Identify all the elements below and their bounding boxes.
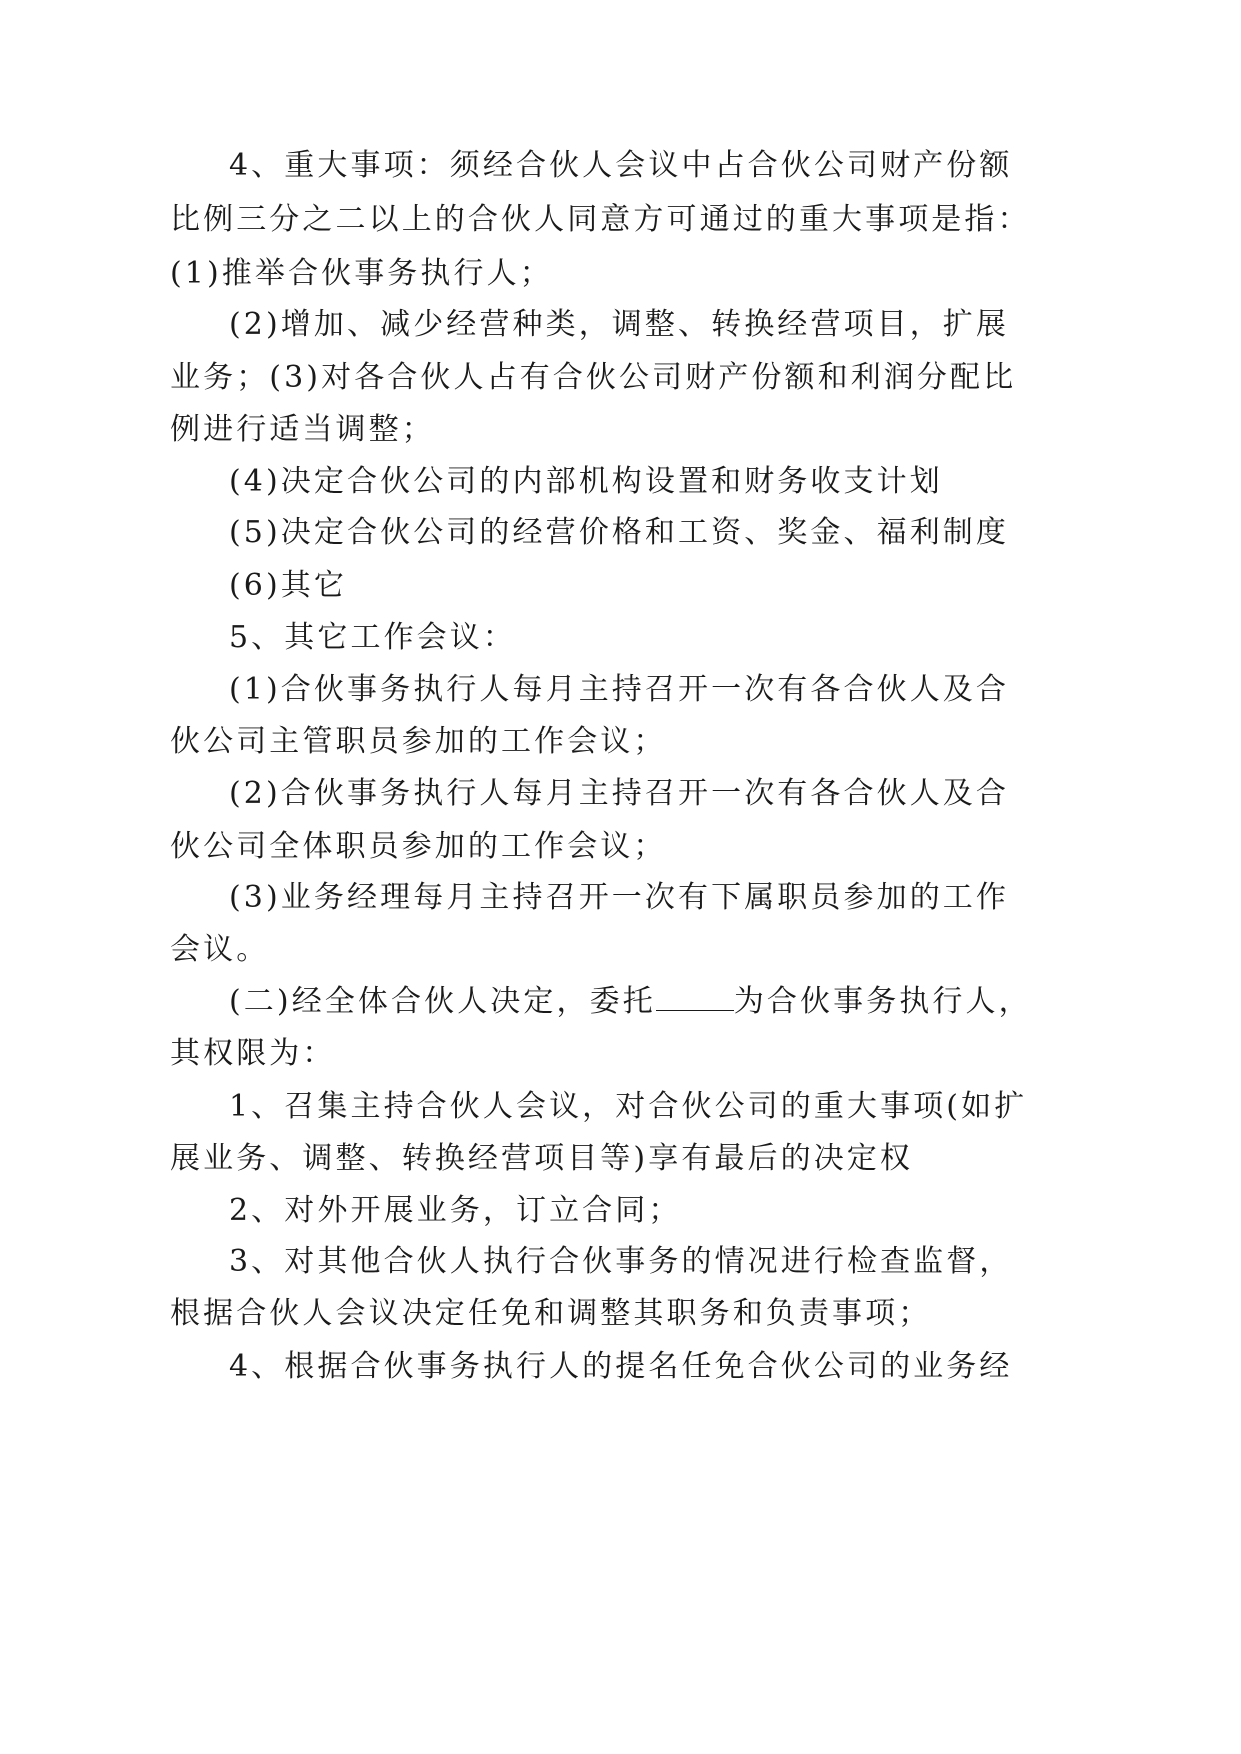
text-line: 3、对其他合伙人执行合伙事务的情况进行检查监督， <box>229 1244 1013 1279</box>
text-line: (1)推举合伙事务执行人； <box>170 256 553 291</box>
text-line: 伙公司主管职员参加的工作会议； <box>170 724 667 759</box>
text-line: 2、对外开展业务，订立合同； <box>229 1193 682 1228</box>
text-line: 其权限为： <box>170 1036 336 1071</box>
text-line: (1)合伙事务执行人每月主持召开一次有各合伙人及合 <box>229 672 1009 707</box>
text-line: (2)增加、减少经营种类，调整、转换经营项目，扩展 <box>229 307 1009 342</box>
text-line: 伙公司全体职员参加的工作会议； <box>170 829 667 864</box>
text-line: 5、其它工作会议： <box>229 620 516 655</box>
text-line: 会议。 <box>170 932 270 967</box>
text-line: 业务；(3)对各合伙人占有合伙公司财产份额和利润分配比 <box>170 360 1017 395</box>
text-segment: (二)经全体合伙人决定，委托 <box>229 984 656 1019</box>
fill-in-blank <box>656 982 734 1011</box>
text-line: (5)决定合伙公司的经营价格和工资、奖金、福利制度 <box>229 515 1009 550</box>
text-line: (4)决定合伙公司的内部机构设置和财务收支计划 <box>229 464 943 499</box>
text-line: 展业务、调整、转换经营项目等)享有最后的决定权 <box>170 1141 914 1176</box>
text-line: 根据合伙人会议决定任免和调整其职务和负责事项； <box>170 1296 932 1331</box>
text-line: 比例三分之二以上的合伙人同意方可通过的重大事项是指： <box>170 202 1031 237</box>
text-line: (2)合伙事务执行人每月主持召开一次有各合伙人及合 <box>229 776 1009 811</box>
text-segment: 为合伙事务执行人， <box>733 984 1032 1019</box>
text-line: 4、重大事项：须经合伙人会议中占合伙公司财产份额 <box>229 148 1013 183</box>
text-line: (3)业务经理每月主持召开一次有下属职员参加的工作 <box>229 880 1009 915</box>
text-line: 1、召集主持合伙人会议，对合伙公司的重大事项(如扩 <box>229 1089 1028 1124</box>
text-line: 4、根据合伙事务执行人的提名任免合伙公司的业务经 <box>229 1349 1013 1384</box>
text-line-with-blank <box>229 982 1032 1022</box>
text-line: (6)其它 <box>229 568 347 603</box>
text-line: 例进行适当调整； <box>170 412 435 447</box>
